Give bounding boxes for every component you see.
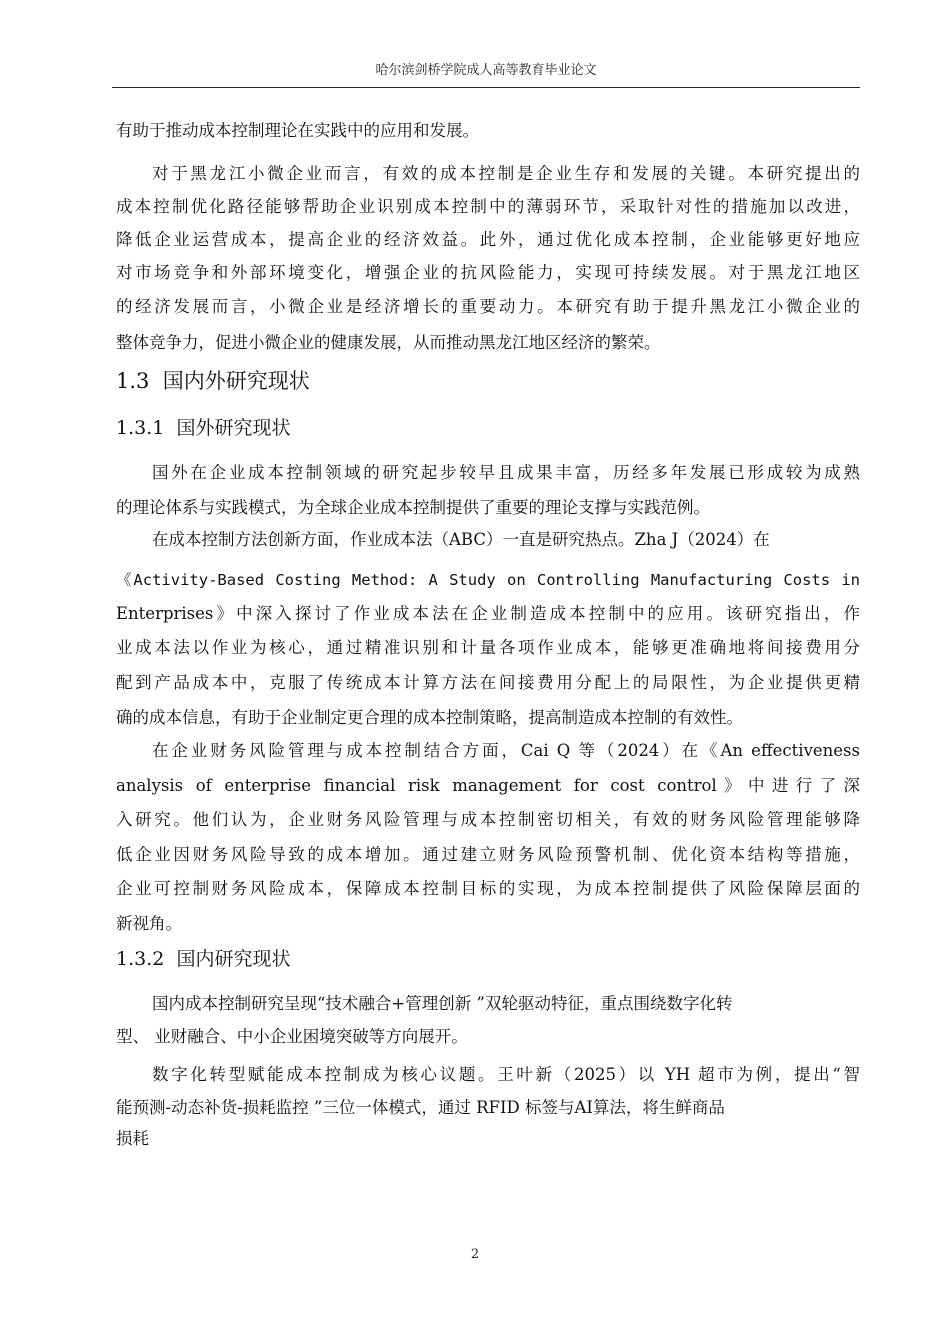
text-line: 低企业因财务风险导致的成本增加。通过建立财务风险预警机制、优化资本结构等措施， [116,845,860,864]
text-line: 在企业财务风险管理与成本控制结合方面，Cai Q 等（2024）在《An effectiveness [152,741,860,760]
subsection-number: 1.3.1 [116,417,165,439]
text-line: Enterprises》中深入探讨了作业成本法在企业制造成本控制中的应用。该研究指出，作 [116,604,860,623]
text-line: 《Activity-Based Costing Method: A Study on Controlling Manufacturing Costs in [116,571,860,589]
text-line: 对于黑龙江小微企业而言，有效的成本控制是企业生存和发展的关键。本研究提出的 [152,164,860,183]
text-line: 整体竞争力，促进小微企业的健康发展，从而推动黑龙江地区经济的繁荣。 [116,333,661,352]
subsection-heading [116,941,290,977]
text-line: 国内成本控制研究呈现“技术融合+管理创新 ”双轮驱动特征，重点围绕数字化转 [152,994,733,1013]
text-line: 降低企业运营成本，提高企业的经济效益。此外，通过优化成本控制，企业能够更好地应 [116,230,860,249]
text-line: 数字化转型赋能成本控制成为核心议题。王叶新（2025）以 YH 超市为例，提出“智 [152,1065,860,1084]
text-line: 企业可控制财务风险成本，保障成本控制目标的实现，为成本控制提供了风险保障层面的 [116,879,860,898]
header-rule [112,87,860,88]
text-line: 能预测-动态补货-损耗监控 ”三位一体模式，通过 RFID 标签与AI算法，将生鲜商品 [116,1098,725,1117]
text-line: 在成本控制方法创新方面，作业成本法（ABC）一直是研究热点。Zha J（2024）在 [152,530,770,549]
section-number: 1.3 [116,369,150,393]
subsection-heading [116,410,290,446]
subsection-title: 国内研究现状 [176,948,291,970]
section-title: 国内外研究现状 [162,369,310,393]
text-line: 对市场竞争和外部环境变化，增强企业的抗风险能力，实现可持续发展。对于黑龙江地区 [116,263,860,282]
section-heading [116,361,310,401]
subsection-number: 1.3.2 [116,948,165,970]
subsection-title: 国外研究现状 [176,417,291,439]
text-line: 确的成本信息，有助于企业制定更合理的成本控制策略，提高制造成本控制的有效性。 [116,708,743,727]
text-line: 的理论体系与实践模式，为全球企业成本控制提供了重要的理论支撑与实践范例。 [116,498,710,517]
text-line: 配到产品成本中，克服了传统成本计算方法在间接费用分配上的局限性，为企业提供更精 [116,673,860,692]
page-number: 2 [470,1247,480,1262]
text-line: 成本控制优化路径能够帮助企业识别成本控制中的薄弱环节，采取针对性的措施加以改进， [116,197,860,216]
text-line: 型、 业财融合、中小企业困境突破等方向展开。 [116,1027,468,1046]
text-line: 损耗 [116,1129,149,1148]
text-line: 国外在企业成本控制领域的研究起步较早且成果丰富，历经多年发展已形成较为成熟 [152,463,860,482]
text-line: 业成本法以作业为核心，通过精准识别和计量各项作业成本，能够更准确地将间接费用分 [116,638,860,657]
page-header: 哈尔滨剑桥学院成人高等教育毕业论文 [375,63,597,78]
text-line: 新视角。 [116,914,182,933]
text-line: 的经济发展而言，小微企业是经济增长的重要动力。本研究有助于提升黑龙江小微企业的 [116,297,860,316]
text-line: 入研究。他们认为，企业财务风险管理与成本控制密切相关，有效的财务风险管理能够降 [116,810,860,829]
text-line: 有助于推动成本控制理论在实践中的应用和发展。 [116,121,479,140]
text-line: analysis of enterprise financial risk management for cost control》中进行了深 [116,776,860,795]
